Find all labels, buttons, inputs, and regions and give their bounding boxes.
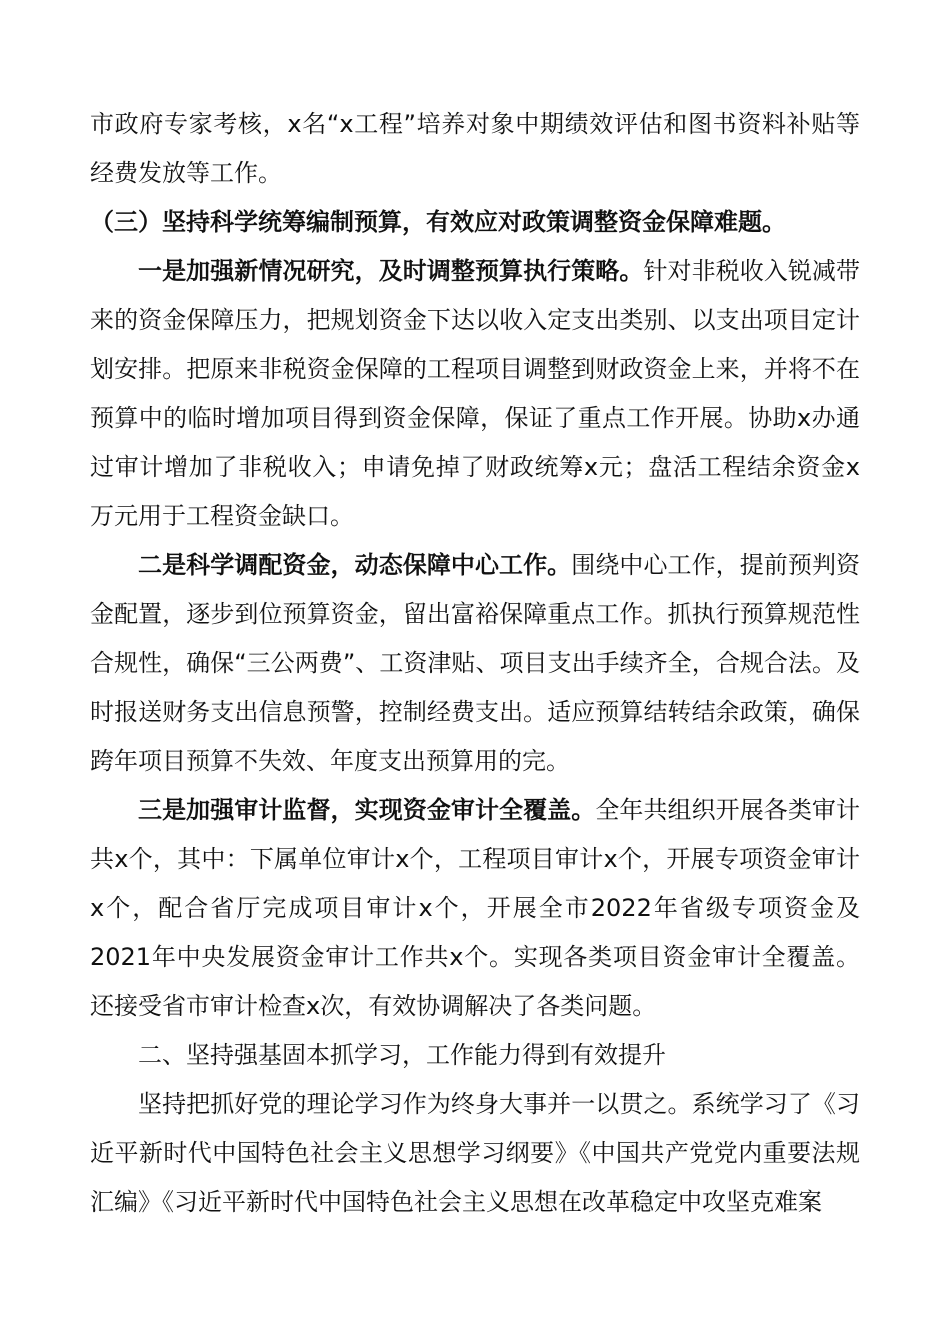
section-heading-2: 二、坚持强基固本抓学习，工作能力得到有效提升 (138, 1041, 666, 1069)
paragraph-point-1 (90, 247, 860, 541)
point-1-body: 针对非税收入锐减带来的资金保障压力，把规划资金下达以收入定支出类别、以支出项目定计划安排。把原来非税资金保障的工程项目调整到财政资金上来，并将不在预算中的临时增加项目得到资金保障，保证了重点工作开展。协助x办通过审计增加了非税收入；申请免掉了财政统筹x元；盘活工程结余资金x万元用于工程资金缺口。 (90, 257, 861, 530)
point-3-lead: 三是加强审计监督，实现资金审计全覆盖。 (138, 796, 596, 824)
section-heading-3: （三）坚持科学统筹编制预算，有效应对政策调整资金保障难题。 (90, 208, 786, 236)
paragraph-point-2 (90, 541, 860, 786)
point-2-body: 围绕中心工作，提前预判资金配置，逐步到位预算资金，留出富裕保障重点工作。抓执行预算规范性合规性，确保“三公两费”、工资津贴、项目支出手续齐全，合规合法。及时报送财务支出信息预警，控制经费支出。适应预算结转结余政策，确保跨年项目预算不失效、年度支出预算用的完。 (90, 551, 861, 775)
paragraph-point-3 (90, 786, 860, 1031)
paragraph-study: 坚持把抓好党的理论学习作为终身大事并一以贯之。系统学习了《习近平新时代中国特色社会主义思想学习纲要》《中国共产党党内重要法规汇编》《习近平新时代中国特色社会主义思想在改革稳定中攻坚克难案 (90, 1090, 860, 1216)
point-2-lead: 二是科学调配资金，动态保障中心工作。 (138, 551, 572, 579)
document-page (90, 100, 860, 1227)
point-1-lead: 一是加强新情况研究，及时调整预算执行策略。 (138, 257, 644, 285)
point-3-body: 全年共组织开展各类审计共x个，其中：下属单位审计x个，工程项目审计x个，开展专项资金审计x个，配合省厅完成项目审计x个，开展全市2022年省级专项资金及2021年中央发展资金审计工作共x个。实现各类项目资金审计全覆盖。还接受省市审计检查x次，有效协调解决了各类问题。 (90, 796, 861, 1020)
paragraph-continued: 市政府专家考核，x名“x工程”培养对象中期绩效评估和图书资料补贴等经费发放等工作。 (90, 110, 860, 187)
